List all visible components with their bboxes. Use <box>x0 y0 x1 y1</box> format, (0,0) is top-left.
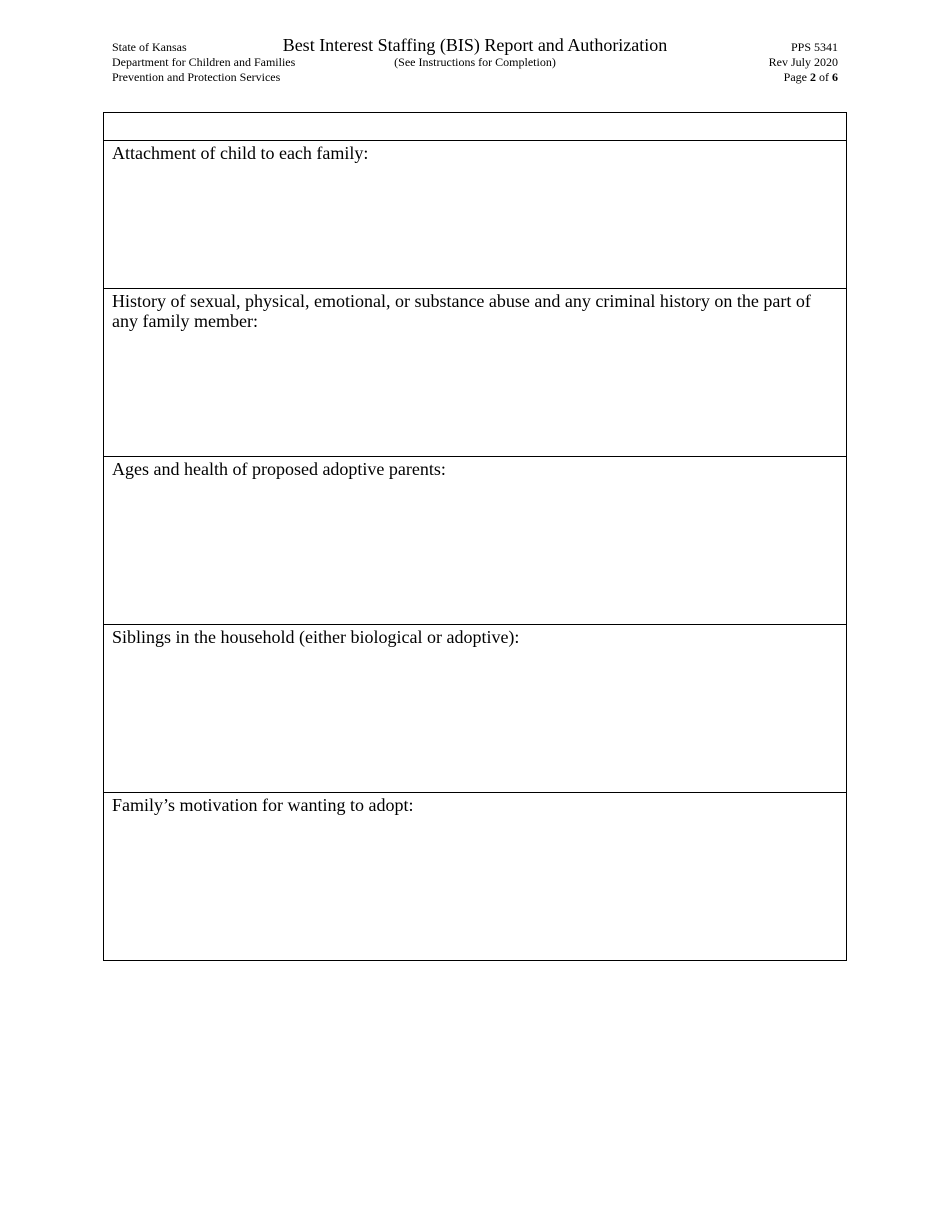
section-siblings-field[interactable] <box>104 625 847 793</box>
section-attachment-label: Attachment of child to each family: <box>112 143 369 163</box>
section-attachment-field[interactable] <box>104 141 847 289</box>
section-siblings <box>104 625 847 793</box>
page-total: 6 <box>832 70 838 84</box>
page-of: of <box>816 70 832 84</box>
blank-row <box>104 113 847 141</box>
section-parents-age-health-field[interactable] <box>104 457 847 625</box>
section-parents-age-health <box>104 457 847 625</box>
section-motivation-field[interactable] <box>104 793 847 961</box>
section-siblings-label: Siblings in the household (either biological or adoptive): <box>112 627 520 647</box>
form-number: PPS 5341 <box>790 40 838 54</box>
form-meta <box>769 40 838 85</box>
page-prefix: Page <box>783 70 810 84</box>
page-current: 2 <box>810 70 816 84</box>
form-subtitle: (See Instructions for Completion) <box>394 55 556 69</box>
section-motivation-label: Family’s motivation for wanting to adopt: <box>112 795 414 815</box>
section-parents-age-health-label: Ages and health of proposed adoptive parents: <box>112 459 446 479</box>
section-motivation <box>104 793 847 961</box>
section-abuse-history <box>104 289 847 457</box>
form-revision: Rev July 2020 <box>768 55 838 69</box>
section-attachment <box>104 141 847 289</box>
form-title: Best Interest Staffing (BIS) Report and Authorization <box>282 35 668 55</box>
agency-division: Prevention and Protection Services <box>112 70 281 84</box>
blank-cell[interactable] <box>104 113 847 141</box>
section-abuse-history-field[interactable] <box>104 289 847 457</box>
agency-state: State of Kansas <box>112 40 187 54</box>
agency-department: Department for Children and Families <box>112 55 296 69</box>
section-abuse-history-label: History of sexual, physical, emotional, or substance abuse and any criminal history on the part of any family member: <box>112 291 811 331</box>
page-indicator <box>769 70 838 85</box>
bis-form-table <box>103 112 847 961</box>
